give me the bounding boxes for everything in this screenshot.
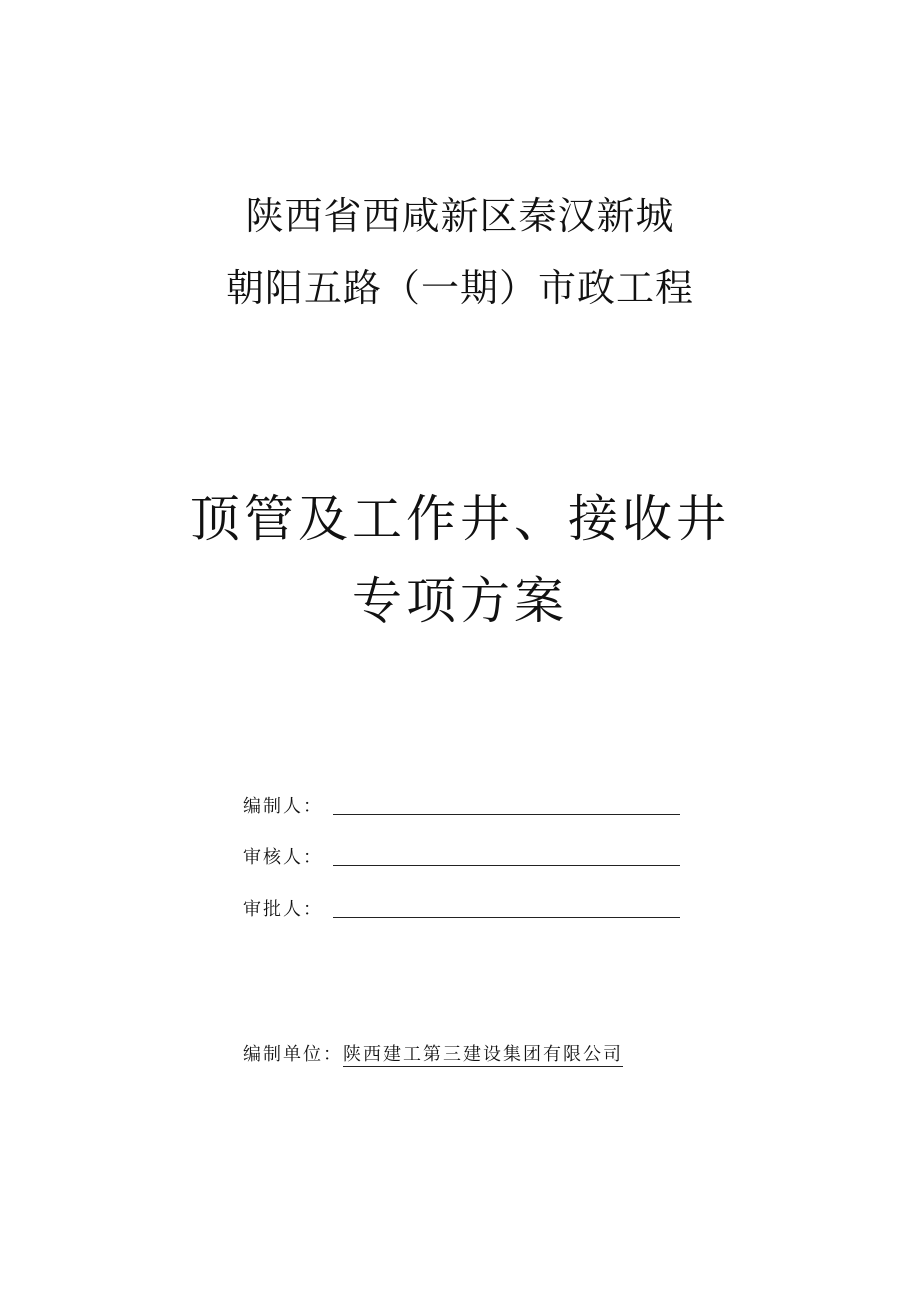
- reviewer-signature-line: [333, 865, 680, 866]
- approver-label: 审批人：: [243, 899, 323, 920]
- project-name-line-1: 陕西省西咸新区秦汉新城: [245, 194, 675, 238]
- preparer-label: 编制人：: [243, 796, 323, 817]
- organization-label: 编制单位：: [243, 1044, 343, 1065]
- organization-name: 陕西建工第三建设集团有限公司: [343, 1044, 623, 1065]
- document-title-line-1: 顶管及工作井、接收井: [190, 490, 730, 548]
- project-name-line-2: 朝阳五路（一期）市政工程: [225, 266, 694, 310]
- reviewer-label: 审核人：: [243, 847, 323, 868]
- preparer-signature-line: [333, 814, 680, 815]
- preparer-row: [243, 792, 683, 822]
- document-title-line-2: 专项方案: [352, 572, 568, 630]
- reviewer-row: [243, 843, 683, 873]
- approver-row: [243, 895, 683, 925]
- approver-signature-line: [333, 917, 680, 918]
- organization-row: [243, 1040, 623, 1070]
